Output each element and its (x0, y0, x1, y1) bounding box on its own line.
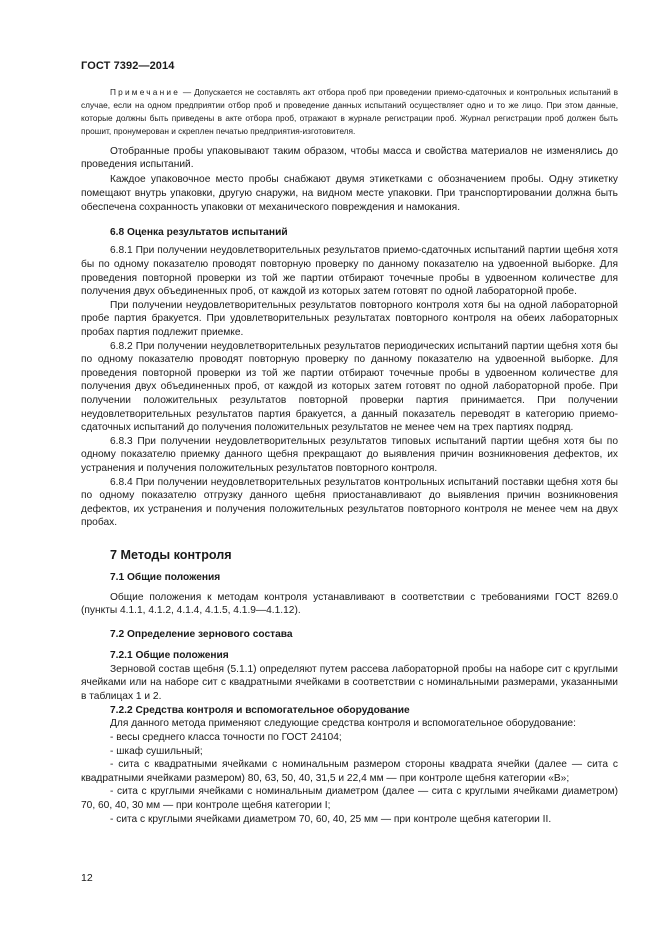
list-item-round-sieves-cat-2: - сита с круглыми ячейками диаметром 70, 60, 40, 25 мм — при контроле щебня категории II. (110, 813, 552, 825)
standard-designation: ГОСТ 7392—2014 (81, 60, 175, 72)
paragraph-6-8-2: 6.8.2 При получении неудовлетворительных результатов периодических испытаний партии щебня хотя бы по одному показателю проводят повторную проверку по данному показателю на удвоенной выборке. Для проведения повторной проверки из той же партии отбирают точечные пробы в удвоенном количестве для получения двух объединенных проб, от каждой из которых затем готовят по одной лабораторной пробе. При получении положительных результатов повторной проверки партия принимается. При получении неудовлетворительных результатов партия бракуется, а данный показатель переводят в категорию приемо-сдаточных испытаний до получения положительных результатов не менее чем на трех партиях подряд. (81, 340, 618, 434)
section-7-2-2-heading: 7.2.2 Средства контроля и вспомогательное оборудование (110, 704, 410, 716)
paragraph-packaging: Отобранные пробы упаковывают таким образом, чтобы масса и свойства материалов не изменялись до проведения испытаний. (81, 145, 618, 171)
page-number: 12 (81, 872, 93, 884)
paragraph-7-1: Общие положения к методам контроля устанавливают в соответствии с требованиями ГОСТ 8269.0 (пункты 4.1.1, 4.1.2, 4.1.4, 4.1.5, 4.1.9—4.1.12). (81, 591, 618, 617)
section-7-2-1-heading: 7.2.1 Общие положения (110, 650, 229, 662)
list-item-square-sieves: - сита с квадратными ячейками с номинальным размером стороны квадрата ячейки (далее — сита с квадратными ячейками размером) 80, 63, 50, 40, 31,5 и 22,4 мм — при контроле щебня категории «В»; (81, 759, 618, 784)
section-7-heading: 7 Методы контроля (110, 547, 232, 562)
paragraph-6-8-4: 6.8.4 При получении неудовлетворительных результатов контрольных испытаний поставки щебня хотя бы по одному показателю отгрузку данного щебня приостанавливают до выявления причин возникновения дефектов, их устранения и получения положительных результатов повторного контроля не менее чем на двух пробах. (81, 476, 618, 529)
page-body (81, 86, 618, 826)
paragraph-6-8-1: 6.8.1 При получении неудовлетворительных результатов приемо-сдаточных испытаний партии щебня хотя бы по одному показателю проводят повторную проверку по данному показателю на удвоенной выборке. Для проведения повторной проверки из той же партии отбирают точечные пробы в удвоенном количестве для получения двух объединенных проб, от каждой из которых затем готовят по одной лабораторной пробе. (81, 245, 618, 298)
paragraph-7-2-1: Зерновой состав щебня (5.1.1) определяют путем рассева лабораторной пробы на наборе сит с круглыми ячейками или на наборе сит с квадратными ячейками в соответствии с номинальными размерами, указанными в таблицах 1 и 2. (81, 663, 618, 703)
paragraph-6-8-3: 6.8.3 При получении неудовлетворительных результатов типовых испытаний партии щебня хотя бы по одному показателю приемку данного щебня прекращают до выявления причин возникновения дефектов, их устранения и получения положительных результатов повторного контроля. (81, 435, 618, 474)
paragraph-labels: Каждое упаковочное место пробы снабжают двумя этикетками с обозначением пробы. Одну этикетку помещают внутрь упаковки, другую снаружи, на видном месте упаковки. При транспортировании должна быть обеспечена сохранность упаковки от механического повреждения и намокания. (81, 174, 618, 213)
note-paragraph (81, 86, 618, 138)
paragraph-7-2-2-intro: Для данного метода применяют следующие средства контроля и вспомогательное оборудование: (110, 718, 576, 730)
note-text: — Допускается не составлять акт отбора проб при проведении приемо-сдаточных и контрольных испытаний в случае, если на одном предприятии отбор проб и проведение данных испытаний осуществляет одно и то же лицо. При этом данные, которые должны быть приведены в акте отбора проб, отражают в журнале регистрации проб. Журнал регистрации проб должен быть прошит, пронумерован и скреплен печатью предприятия-изготовителя. (81, 87, 618, 136)
list-item-drying-cabinet: - шкаф сушильный; (110, 745, 203, 757)
paragraph-6-8-1-continued: При получении неудовлетворительных результатов повторного контроля хотя бы на одной лабораторной пробе партия бракуется. При удовлетворительных результатах повторного контроля на обеих лабораторных пробах партия подлежит приемке. (81, 299, 618, 338)
note-label: Примечание (110, 87, 181, 97)
section-7-2-heading: 7.2 Определение зернового состава (110, 629, 293, 641)
list-item-scales: - весы среднего класса точности по ГОСТ 24104; (110, 732, 342, 744)
section-6-8-heading: 6.8 Оценка результатов испытаний (110, 226, 288, 238)
list-item-round-sieves-cat-1: - сита с круглыми ячейками с номинальным диаметром (далее — сита с круглыми ячейками диаметром) 70, 60, 40, 30 мм — при контроле щебня категории I; (81, 786, 618, 811)
section-7-1-heading: 7.1 Общие положения (110, 571, 221, 583)
